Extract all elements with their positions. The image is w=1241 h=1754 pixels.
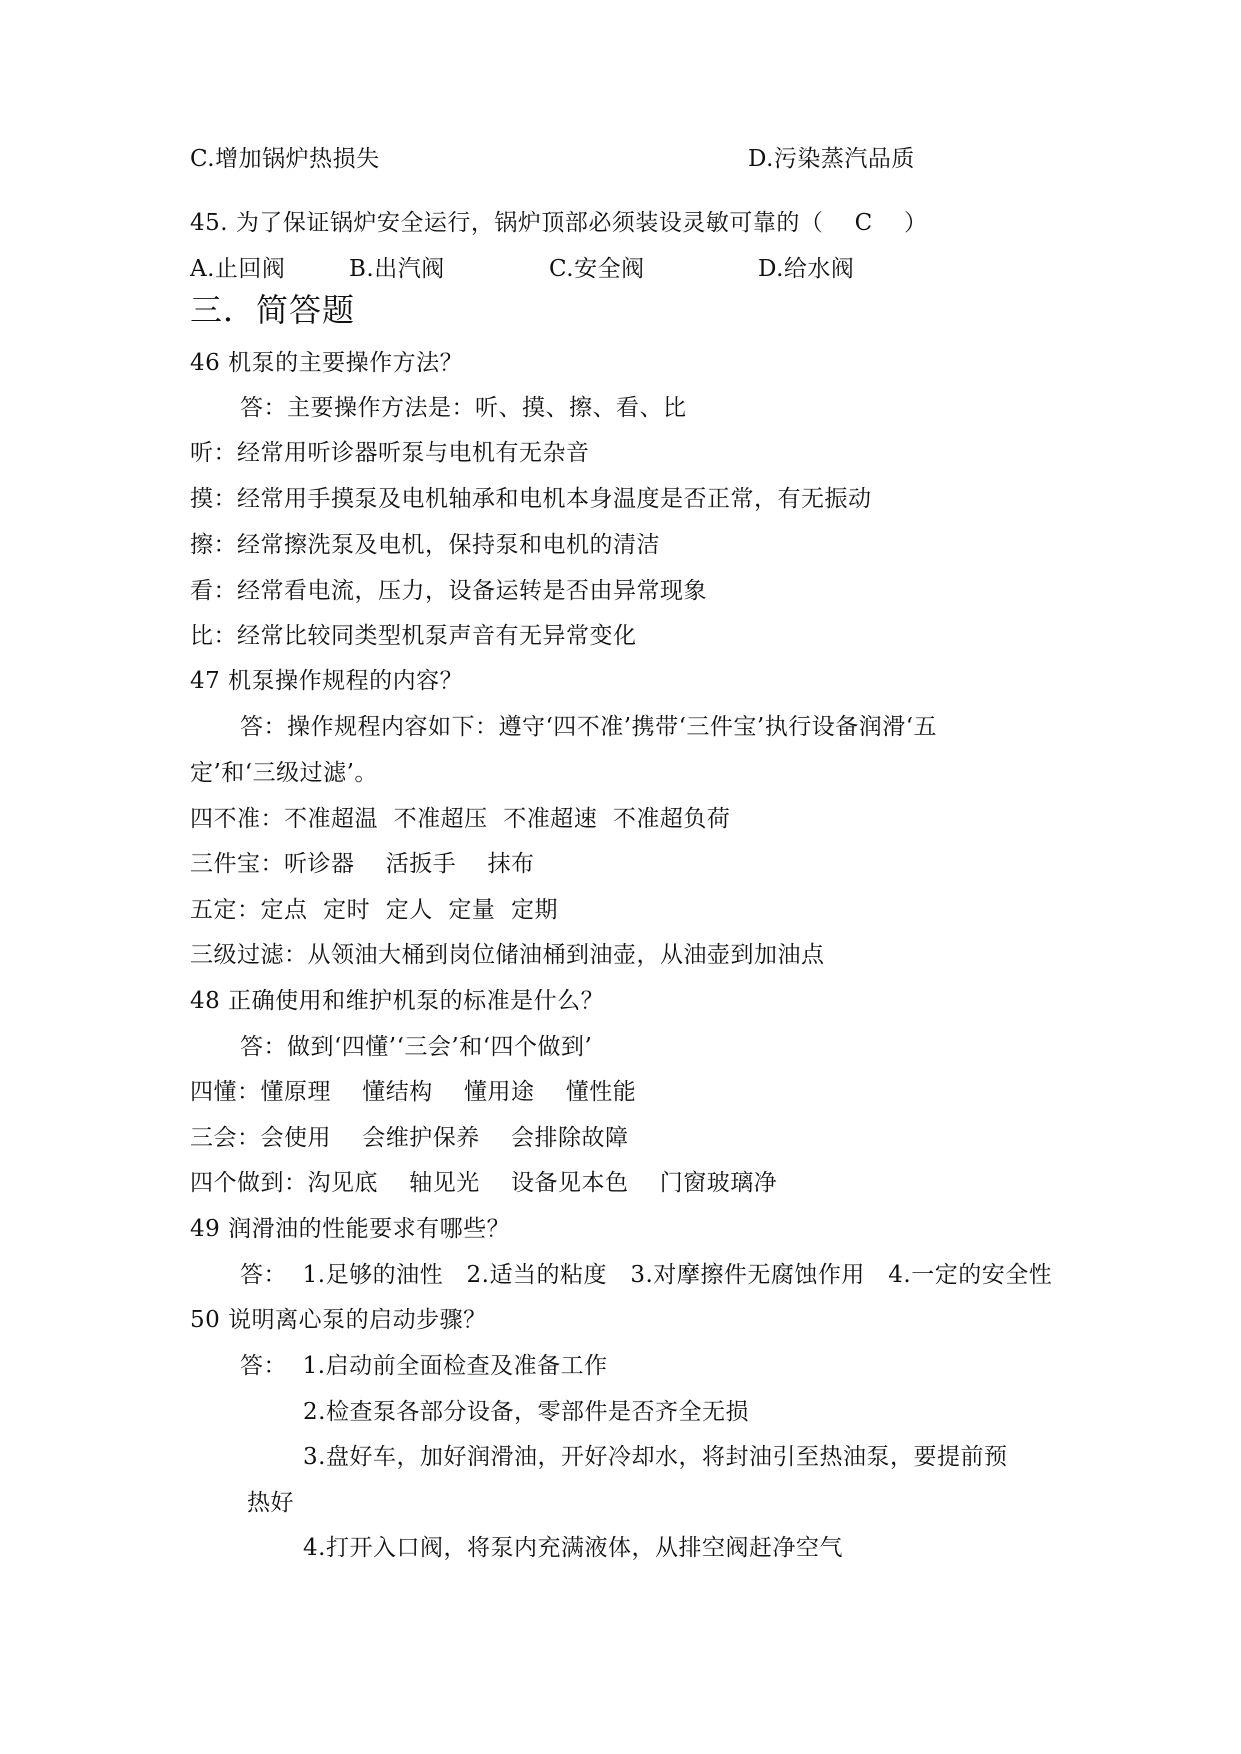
q45-option-b: B.出汽阀 xyxy=(349,256,445,282)
answer-47-line: 三级过滤：从领油大桶到岗位储油桶到油壶，从油壶到加油点 xyxy=(190,942,825,968)
q45-option-c: C.安全阀 xyxy=(549,256,645,282)
option-c: C.增加锅炉热损失 xyxy=(190,146,380,172)
answer-46-line: 听：经常用听诊器听泵与电机有无杂音 xyxy=(190,440,590,466)
answer-46-line: 看：经常看电流，压力，设备运转是否由异常现象 xyxy=(190,578,707,604)
answer-46-line: 摸：经常用手摸泵及电机轴承和电机本身温度是否正常，有无振动 xyxy=(190,486,872,512)
answer-49: 答： 1.足够的油性 2.适当的粘度 3.对摩擦件无腐蚀作用 4.一定的安全性 xyxy=(240,1262,1053,1288)
answer-47-line: 五定：定点 定时 定人 定量 定期 xyxy=(190,897,558,923)
answer-47-line: 四不准：不准超温 不准超压 不准超速 不准超负荷 xyxy=(190,806,731,832)
question-45: 45. 为了保证锅炉安全运行，锅炉顶部必须装设灵敏可靠的（ C ） xyxy=(190,210,928,236)
answer-47-line: 三件宝：听诊器 活扳手 抹布 xyxy=(190,851,535,877)
section-title: 三．简答题 xyxy=(190,291,356,329)
answer-48: 答：做到‘四懂’‘三会’和‘四个做到’ xyxy=(240,1034,593,1060)
question-47: 47 机泵操作规程的内容？ xyxy=(190,668,464,694)
q45-option-d: D.给水阀 xyxy=(758,256,855,282)
answer-50-step-continuation: 热好 xyxy=(247,1490,294,1516)
answer-47-continuation: 定’和‘三级过滤’。 xyxy=(190,760,378,786)
answer-50-step: 2.检查泵各部分设备，零部件是否齐全无损 xyxy=(303,1399,749,1425)
answer-48-line: 四个做到：沟见底 轴见光 设备见本色 门窗玻璃净 xyxy=(190,1170,778,1196)
answer-50-step: 4.打开入口阀，将泵内充满液体，从排空阀赶净空气 xyxy=(303,1535,843,1561)
answer-47: 答：操作规程内容如下：遵守‘四不准’携带‘三件宝’执行设备润滑‘五 xyxy=(240,714,938,740)
question-49: 49 润滑油的性能要求有哪些？ xyxy=(190,1216,511,1242)
answer-46-line: 比：经常比较同类型机泵声音有无异常变化 xyxy=(190,623,637,649)
answer-48-line: 四懂：懂原理 懂结构 懂用途 懂性能 xyxy=(190,1079,637,1105)
q45-option-a: A.止回阀 xyxy=(190,256,286,282)
option-d: D.污染蒸汽品质 xyxy=(748,146,915,172)
answer-48-line: 三会：会使用 会维护保养 会排除故障 xyxy=(190,1125,629,1151)
question-46: 46 机泵的主要操作方法？ xyxy=(190,350,464,376)
answer-50: 答： 1.启动前全面检查及准备工作 xyxy=(240,1353,608,1379)
answer-46-line: 擦：经常擦洗泵及电机，保持泵和电机的清洁 xyxy=(190,532,660,558)
question-50: 50 说明离心泵的启动步骤？ xyxy=(190,1307,487,1333)
question-48: 48 正确使用和维护机泵的标准是什么？ xyxy=(190,988,605,1014)
answer-50-step: 3.盘好车，加好润滑油，开好冷却水，将封油引至热油泵，要提前预 xyxy=(303,1444,1008,1470)
answer-46: 答：主要操作方法是：听、摸、擦、看、比 xyxy=(240,395,687,421)
